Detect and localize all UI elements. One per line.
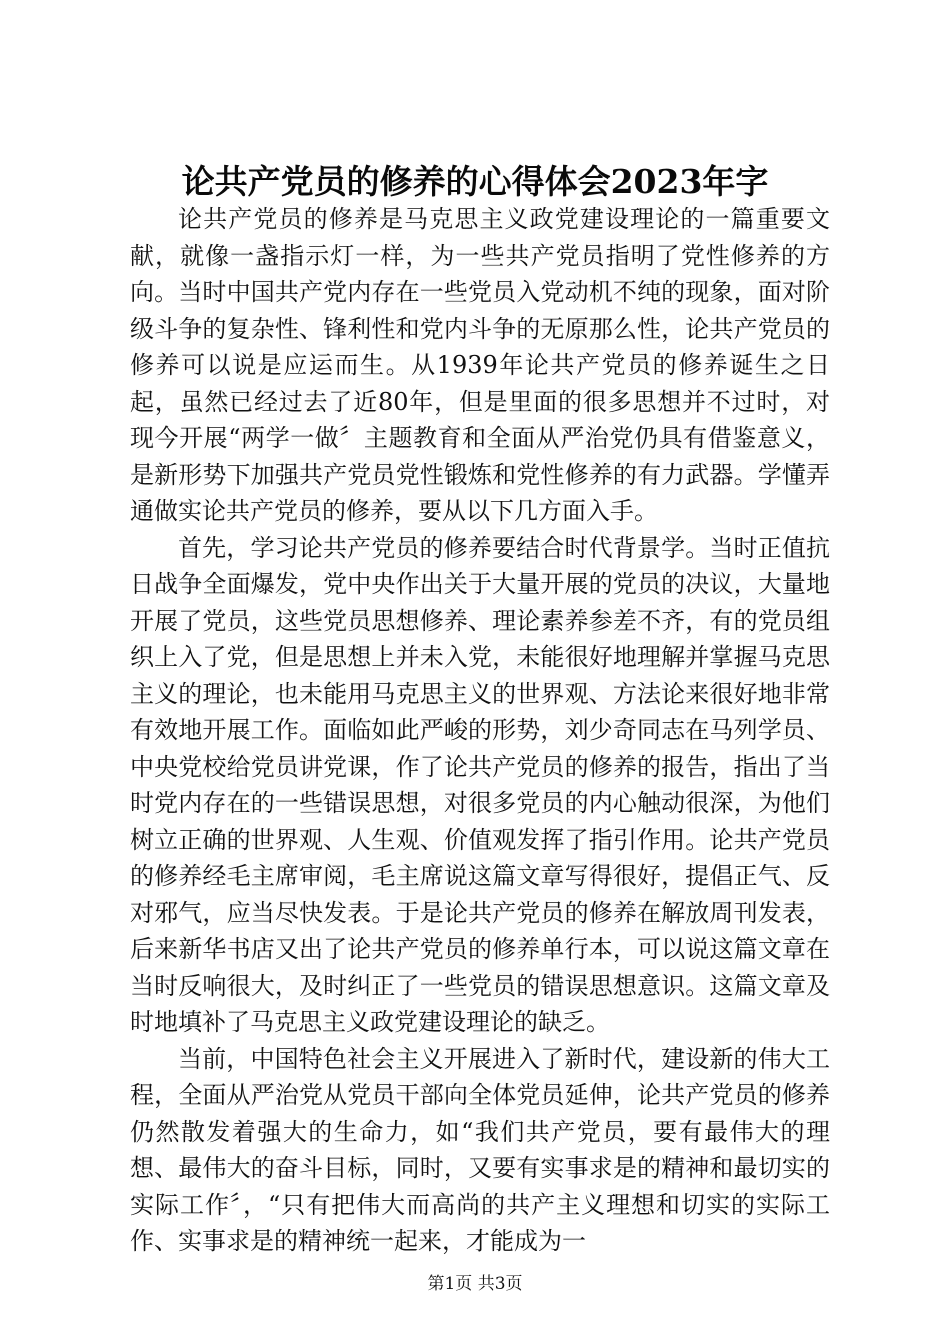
document-title: 论共产党员的修养的心得体会2023年字	[181, 162, 769, 201]
paragraph-2: 首先，学习论共产党员的修养要结合时代背景学。当时正值抗日战争全面爆发，党中央作出关于大量开展的党员的决议，大量地开展了党员，这些党员思想修养、理论素养参差不齐，有的党员组织上入了党，但是思想上并未入党，未能很好地理解并掌握马克思主义的理论，也未能用马克思主义的世界观、方法论来很好地非常有效地开展工作。面临如此严峻的形势，刘少奇同志在马列学员、中央党校给党员讲党课，作了论共产党员的修养的报告，指出了当时党内存在的一些错误思想，对很多党员的内心触动很深，为他们树立正确的世界观、人生观、价值观发挥了指引作用。论共产党员的修养经毛主席审阅，毛主席说这篇文章写得很好，提倡正气、反对邪气，应当尽快发表。于是论共产党员的修养在解放周刊发表，后来新华书店又出了论共产党员的修养单行本，可以说这篇文章在当时反响很大，及时纠正了一些党员的错误思想意识。这篇文章及时地填补了马克思主义政党建设理论的缺乏。	[130, 533, 830, 1036]
document-body	[130, 201, 830, 1260]
paragraph-3: 当前，中国特色社会主义开展进入了新时代，建设新的伟大工程，全面从严治党从党员干部向全体党员延伸，论共产党员的修养仍然散发着强大的生命力，如“我们共产党员，要有最伟大的理想、最伟大的奋斗目标，同时，又要有实事求是的精神和最切实的实际工作〞，“只有把伟大而高尚的共产主义理想和切实的实际工作、实事求是的精神统一起来，才能成为一	[130, 1044, 830, 1255]
page-footer: 第1页 共3页	[427, 1274, 523, 1294]
paragraph-1: 论共产党员的修养是马克思主义政党建设理论的一篇重要文献，就像一盏指示灯一样，为一些共产党员指明了党性修养的方向。当时中国共产党内存在一些党员入党动机不纯的现象，面对阶级斗争的复杂性、锋利性和党内斗争的无原那么性，论共产党员的修养可以说是应运而生。从1939年论共产党员的修养诞生之日起，虽然已经过去了近80年，但是里面的很多思想并不过时，对现今开展“两学一做〞主题教育和全面从严治党仍具有借鉴意义，是新形势下加强共产党员党性锻炼和党性修养的有力武器。学懂弄通做实论共产党员的修养，要从以下几方面入手。	[130, 205, 830, 525]
